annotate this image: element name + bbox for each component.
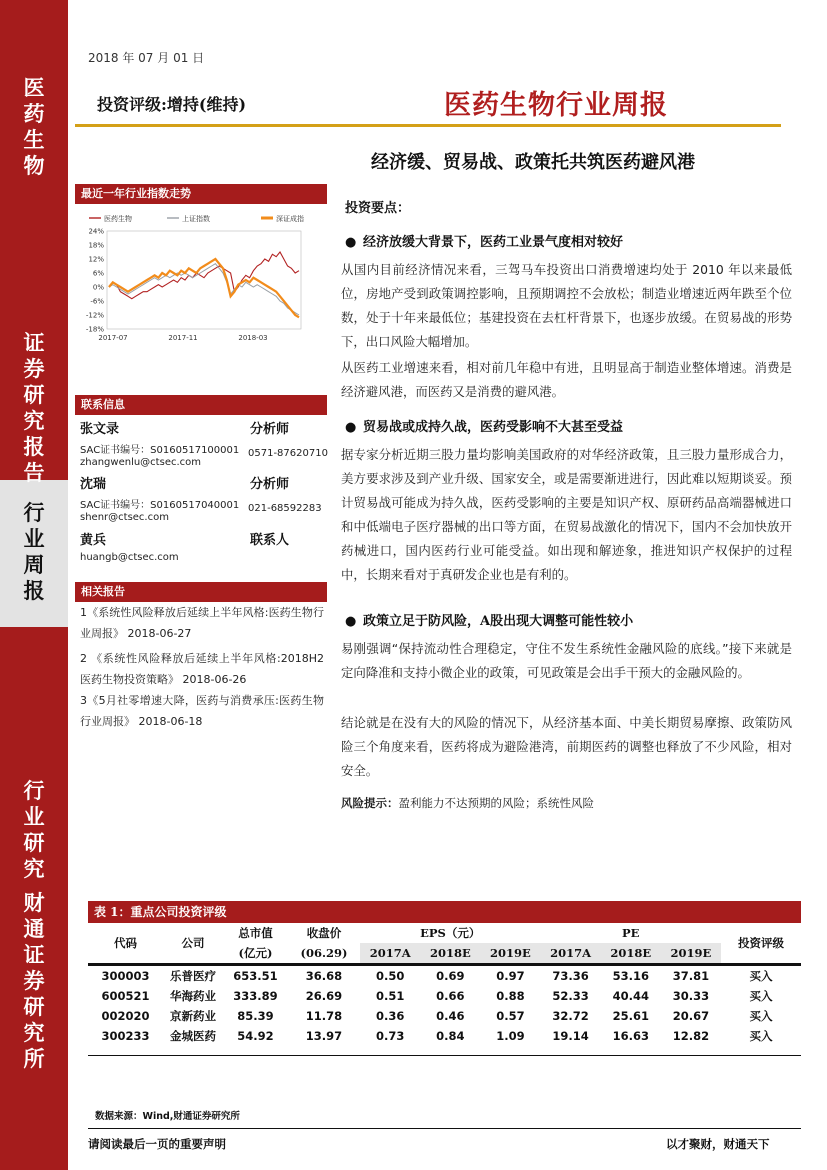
cell-company: 京新药业 (170, 1009, 216, 1023)
key-points-heading: 投资要点： (345, 201, 411, 216)
body-paragraph: 从医药工业增速来看，相对前几年稳中有进，且明显高于制造业整体增速。消费是经济避风港，而医药又是消费的避风港。 (341, 360, 792, 399)
x-tick-label: 2017-11 (168, 334, 198, 342)
cell-rating: 买入 (749, 989, 773, 1003)
y-tick-label: 12% (88, 255, 104, 264)
y-tick-label: 18% (88, 241, 104, 250)
risk-label: 风险提示： (341, 796, 399, 810)
cell-close: 11.78 (305, 1009, 343, 1023)
report-date: 2018 年 07 月 01 日 (88, 51, 205, 65)
col-year: 2019E (661, 943, 721, 963)
cell-mcap: 54.92 (237, 1029, 274, 1043)
cell-eps: 0.50 (375, 969, 405, 983)
contact-email: huangb@ctsec.com (80, 552, 179, 563)
cell-code: 300233 (101, 1029, 150, 1043)
report-title: 医药生物行业周报 (444, 90, 668, 121)
y-tick-label: -18% (85, 325, 104, 334)
index-trend-chart (75, 205, 327, 347)
related-box-header: 相关报告 (75, 582, 327, 602)
x-tick-label: 2018-03 (238, 334, 268, 342)
related-report-item: 2 《系统性风险释放后延续上半年风格:2018H2 医药生物投资策略》 2018-06-26 (80, 652, 324, 686)
cell-eps: 0.88 (496, 989, 525, 1003)
cell-pe: 32.72 (552, 1009, 589, 1023)
y-tick-label: 24% (88, 227, 104, 236)
sidebar-label-report-type: 证 券 研 究 报 告 (23, 330, 45, 485)
cell-pe: 37.81 (672, 969, 710, 983)
cell-code: 600521 (101, 989, 150, 1003)
cell-company: 金城医药 (170, 1029, 216, 1043)
cell-eps: 0.73 (375, 1029, 405, 1043)
contact-role: 联系人 (250, 533, 290, 548)
cell-pe: 12.82 (672, 1029, 710, 1043)
series-line (109, 252, 299, 299)
table-header-row (88, 923, 801, 943)
cell-pe: 52.33 (552, 989, 589, 1003)
cell-pe: 30.33 (672, 989, 710, 1003)
col-rating: 投资评级 (738, 936, 784, 950)
cell-company: 华海药业 (170, 989, 216, 1003)
legend-label: 医药生物 (104, 215, 132, 223)
col-company: 公司 (181, 936, 205, 950)
analyst-sac: SAC证书编号：S0160517100001 (80, 445, 240, 456)
col-year: 2017A (540, 943, 600, 963)
bullet-heading (345, 416, 623, 435)
company-slogan: 以才聚财，财通天下 (666, 1137, 770, 1151)
cell-rating: 买入 (749, 1029, 773, 1043)
cell-pe: 53.16 (612, 969, 650, 983)
cell-code: 002020 (101, 1009, 150, 1023)
investment-rating: 投资评级:增持(维持) (97, 95, 247, 114)
body-paragraph: 据专家分析近期三股力量均影响美国政府的对华经济政策，且三股力量形成合力，美方要求涉及到产业升级、国家安全，或是需要渐进进行，因此难以短期谈妥。预计贸易战可能成为持久战，医药受影响的主要是知识产权、原研药品高端器械进口和中低端电子医疗器械的出口等方面，在贸易战激化的情况下，国内不会加快放开药械进口，国内医药行业可能受益。如出现和解迹象，推进知识产权保护的过程中，长期来看对于真研发企业也是有利的。 (341, 447, 792, 582)
plot-frame (107, 231, 301, 329)
cell-mcap: 85.39 (237, 1009, 274, 1023)
sidebar-label-weekly: 行 业 周 报 (23, 500, 45, 603)
x-tick-label: 2017-07 (98, 334, 128, 342)
cell-eps: 0.84 (436, 1029, 465, 1043)
cell-pe: 40.44 (612, 989, 650, 1003)
report-subtitle: 经济缓、贸易战、政策托共筑医药避风港 (371, 152, 695, 173)
contact-name: 黄兵 (80, 533, 107, 548)
y-tick-label: 0% (92, 283, 104, 292)
table-row (88, 1026, 801, 1046)
table-row (88, 1006, 801, 1026)
body-paragraph: 从国内目前经济情况来看，三驾马车投资出口消费增速均处于 2010 年以来最低位，房地产受到政策调控影响，且预期调控不会放松；制造业增速近两年跌至个位数，处于十年来最低位；基建投资在去杠杆背景下，也逐步放缓。在贸易战的形势下，出口风险大幅增加。 (341, 262, 792, 349)
cell-pe: 25.61 (612, 1009, 650, 1023)
cell-rating: 买入 (749, 1009, 773, 1023)
analyst-phone: 021-68592283 (248, 503, 322, 514)
bullet-dot-icon: ● (345, 420, 357, 435)
analyst-role: 分析师 (250, 477, 290, 492)
col-year: 2018E (601, 943, 661, 963)
col-pe: PE (622, 926, 640, 940)
analyst-sac: SAC证书编号：S0160517040001 (80, 500, 240, 511)
cell-close: 26.69 (305, 989, 343, 1003)
body-paragraph: 结论就是在没有大的风险的情况下，从经济基本面、中美长期贸易摩擦、政策防风险三个角度来看，医药将成为避险港湾，前期医药的调整也释放了不少风险，相对安全。 (341, 715, 792, 778)
footer-divider (88, 1128, 801, 1129)
analyst-name: 张文录 (80, 422, 120, 437)
sidebar (0, 0, 68, 1170)
col-close: 收盘价 (306, 926, 342, 940)
analyst-role: 分析师 (250, 422, 290, 437)
cell-eps: 0.36 (375, 1009, 405, 1023)
col-eps: EPS（元） (420, 926, 481, 940)
analyst-email: zhangwenlu@ctsec.com (80, 457, 202, 468)
cell-rating: 买入 (749, 969, 773, 983)
col-year: 2019E (480, 943, 540, 963)
analyst-email: shenr@ctsec.com (80, 512, 169, 523)
col-year: 2017A (360, 943, 420, 963)
risk-text: 盈利能力不达预期的风险；系统性风险 (398, 796, 594, 810)
bullet-heading-text: 贸易战或成持久战，医药受影响不大甚至受益 (363, 420, 624, 435)
cell-eps: 0.46 (436, 1009, 465, 1023)
cell-pe: 73.36 (552, 969, 589, 983)
cell-code: 300003 (101, 969, 150, 983)
related-report-item: 1《系统性风险释放后延续上半年风格:医药生物行业周报》 2018-06-27 (80, 606, 324, 640)
cell-eps: 0.51 (375, 989, 405, 1003)
table-title: 表 1：重点公司投资评级 (88, 901, 801, 923)
legend-label: 深证成指 (276, 215, 304, 223)
investment-rating-table (88, 923, 801, 1046)
y-tick-label: -12% (85, 311, 104, 320)
cell-eps: 0.69 (436, 969, 465, 983)
sidebar-label-industry: 医 药 生 物 (23, 75, 45, 178)
analyst-phone: 0571-87620710 (248, 448, 328, 459)
bullet-heading-text: 政策立足于防风险，A股出现大调整可能性较小 (363, 614, 634, 629)
table-row (88, 986, 801, 1006)
cell-pe: 16.63 (612, 1029, 650, 1043)
col-year: 2018E (420, 943, 480, 963)
y-tick-label: -6% (90, 297, 104, 306)
y-tick-label: 6% (92, 269, 104, 278)
disclaimer-note: 请阅读最后一页的重要声明 (88, 1137, 226, 1151)
cell-mcap: 653.51 (233, 969, 278, 983)
bullet-heading-text: 经济放缓大背景下，医药工业景气度相对较好 (363, 235, 624, 250)
contact-box-header: 联系信息 (75, 395, 327, 415)
bullet-heading (345, 231, 623, 250)
cell-eps: 1.09 (496, 1029, 525, 1043)
bullet-dot-icon: ● (345, 235, 357, 250)
analyst-name: 沈瑞 (80, 477, 107, 492)
sidebar-label-institute: 财 通 证 券 研 究 所 (23, 890, 45, 1071)
table-bottom-rule (88, 1055, 801, 1056)
bullet-dot-icon: ● (345, 614, 357, 629)
col-close-date: (06.29) (300, 946, 348, 960)
data-source: 数据来源：Wind,财通证券研究所 (95, 1111, 240, 1122)
cell-eps: 0.97 (496, 969, 525, 983)
risk-warning (341, 795, 594, 811)
cell-eps: 0.57 (496, 1009, 525, 1023)
cell-pe: 19.14 (552, 1029, 589, 1043)
cell-pe: 20.67 (672, 1009, 710, 1023)
header-divider (75, 124, 781, 127)
cell-eps: 0.66 (436, 989, 465, 1003)
col-mcap-unit: (亿元) (238, 946, 273, 960)
cell-close: 13.97 (305, 1029, 343, 1043)
trend-box-header: 最近一年行业指数走势 (75, 184, 327, 204)
cell-close: 36.68 (305, 969, 343, 983)
col-mcap: 总市值 (238, 926, 273, 940)
legend-label: 上证指数 (182, 215, 210, 223)
cell-mcap: 333.89 (233, 989, 278, 1003)
body-paragraph: 易刚强调“保持流动性合理稳定，守住不发生系统性金融风险的底线。”接下来就是定向降准和支持小微企业的政策，可见政策是会出手干预大的金融风险的。 (341, 641, 792, 680)
sidebar-label-research: 行 业 研 究 (23, 778, 45, 881)
table-row (88, 966, 801, 986)
cell-company: 乐普医疗 (170, 969, 216, 983)
related-report-item: 3《5月社零增速大降，医药与消费承压:医药生物行业周报》 2018-06-18 (80, 694, 324, 728)
col-code: 代码 (114, 936, 137, 950)
bullet-heading (345, 610, 633, 629)
